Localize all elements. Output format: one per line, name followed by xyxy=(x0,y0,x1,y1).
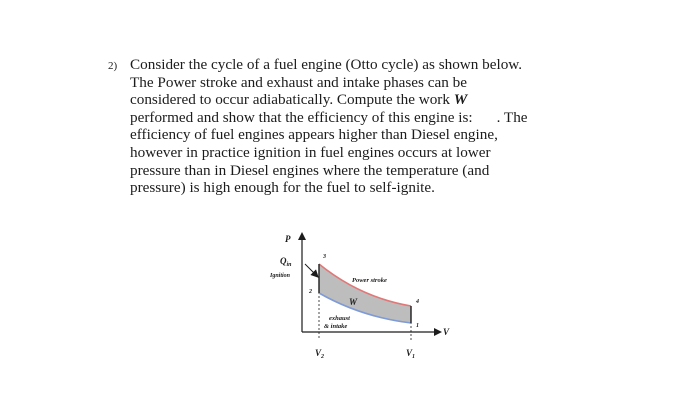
problem-line-8: pressure) is high enough for the fuel to self-ignite. xyxy=(130,179,435,197)
point-2-label: 2 xyxy=(309,289,312,295)
problem-line-1: Consider the cycle of a fuel engine (Otto cycle) as shown below. xyxy=(130,56,523,73)
problem-line-6: however in practice ignition in fuel engines occurs at lower xyxy=(130,143,491,161)
problem-line-3-text: considered to occur adiabatically. Compute the work xyxy=(130,91,454,109)
ignition-label: Ignition xyxy=(270,273,291,279)
q-in-label: $Q_{in}$ xyxy=(280,256,292,268)
point-1-label: 1 xyxy=(416,323,419,329)
problem-line-4-tail: . The xyxy=(496,108,528,126)
power-stroke-label: Power stroke xyxy=(352,277,387,284)
v-axis-label: V xyxy=(443,327,450,337)
problem-line-7: pressure than in Diesel engines where the temperature (and xyxy=(130,161,490,179)
point-4-label: 4 xyxy=(416,299,419,305)
p-axis-label: P xyxy=(285,234,291,244)
v1-label: $V_1$ xyxy=(406,348,416,360)
problem-line-5: efficiency of fuel engines appears higher than Diesel engine, xyxy=(130,126,498,144)
v2-label: $V_2$ xyxy=(315,348,325,360)
work-label: W xyxy=(349,297,358,307)
problem-number: 2) xyxy=(108,60,118,72)
work-symbol: W xyxy=(453,91,468,109)
problem-line-4-text: performed and show that the efficiency of this engine is: xyxy=(130,108,473,126)
ignition-arrow xyxy=(305,264,316,275)
point-3-label: 3 xyxy=(323,254,326,260)
intake-label: & intake xyxy=(324,323,348,330)
exhaust-label: exhaust xyxy=(329,315,350,322)
problem-line-2: The Power stroke and exhaust and intake phases can be xyxy=(130,73,467,91)
